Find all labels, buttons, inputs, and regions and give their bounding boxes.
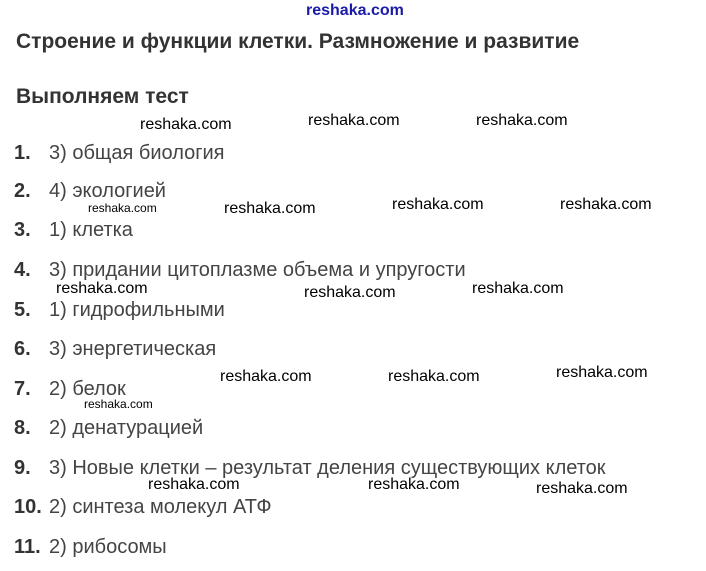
watermark: reshaka.com xyxy=(308,112,400,129)
item-number: 2. xyxy=(14,180,31,202)
watermark: reshaka.com xyxy=(88,201,157,215)
item-answer: 2) белок xyxy=(49,378,126,400)
item-number: 11. xyxy=(14,536,41,558)
watermark: reshaka.com xyxy=(476,112,568,129)
item-answer: 2) синтеза молекул АТФ xyxy=(49,496,272,518)
item-number: 1. xyxy=(14,142,31,164)
item-number: 10. xyxy=(14,496,42,518)
watermark: reshaka.com xyxy=(368,476,460,493)
site-header-logo: reshaka.com xyxy=(306,2,404,19)
watermark: reshaka.com xyxy=(148,476,240,493)
watermark: reshaka.com xyxy=(84,397,153,411)
item-answer: 3) придании цитоплазме объема и упругости xyxy=(49,259,466,281)
item-answer: 3) энергетическая xyxy=(49,338,217,360)
watermark: reshaka.com xyxy=(220,368,312,385)
watermark: reshaka.com xyxy=(560,196,652,213)
item-answer: 2) рибосомы xyxy=(49,536,167,558)
page-title: Строение и функции клетки. Размножение и развитие xyxy=(16,30,580,53)
item-answer: 1) гидрофильными xyxy=(49,299,225,321)
item-number: 6. xyxy=(14,338,31,360)
list-item xyxy=(14,494,272,520)
item-number: 9. xyxy=(14,457,31,479)
item-number: 3. xyxy=(14,219,31,241)
watermark: reshaka.com xyxy=(140,116,232,133)
list-item xyxy=(14,140,225,166)
item-number: 5. xyxy=(14,299,31,321)
watermark: reshaka.com xyxy=(392,196,484,213)
item-answer: 4) экологией xyxy=(49,180,166,202)
watermark: reshaka.com xyxy=(536,480,628,497)
list-item xyxy=(14,336,216,362)
section-subtitle: Выполняем тест xyxy=(16,85,189,108)
watermark: reshaka.com xyxy=(388,368,480,385)
watermark: reshaka.com xyxy=(556,364,648,381)
watermark: reshaka.com xyxy=(224,200,316,217)
item-number: 7. xyxy=(14,378,31,400)
list-item xyxy=(14,297,225,323)
list-item xyxy=(14,455,606,481)
item-answer: 3) Новые клетки – результат деления существующих клеток xyxy=(49,457,606,479)
watermark: reshaka.com xyxy=(304,284,396,301)
item-number: 8. xyxy=(14,417,31,439)
item-answer: 1) клетка xyxy=(49,219,133,241)
item-answer: 3) общая биология xyxy=(49,142,225,164)
item-number: 4. xyxy=(14,259,31,281)
list-item xyxy=(14,217,133,243)
watermark: reshaka.com xyxy=(472,280,564,297)
list-item xyxy=(14,534,167,560)
item-answer: 2) денатурацией xyxy=(49,417,204,439)
list-item xyxy=(14,415,203,441)
watermark: reshaka.com xyxy=(56,280,148,297)
